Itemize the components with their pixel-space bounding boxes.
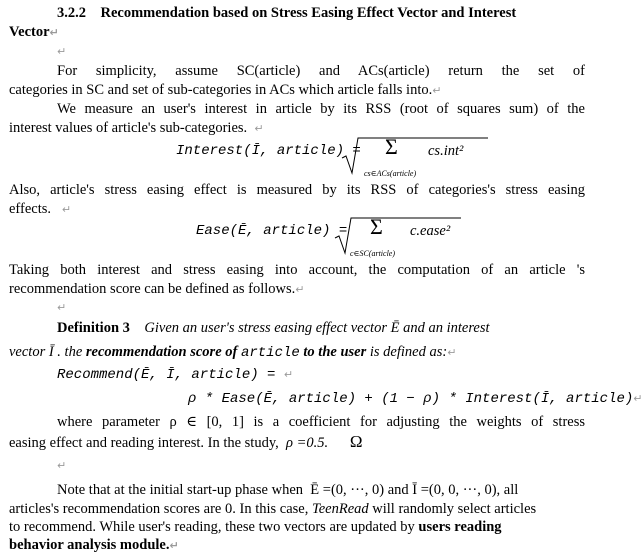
p5-line-2 [9,432,585,453]
p6-line-2c: will randomly select articles [372,501,537,517]
definition-line-2e: is defined as: [369,344,448,360]
p3-line-1: Also, article's stress easing effect is measured by its RSS of categories's stress easing [9,182,585,198]
definition-line-1 [57,319,585,338]
eq3-rhs: ρ * Ease(Ē, article) + (1 − ρ) * Interest(Ī, article) [188,391,634,407]
eq1-lhs: Interest(Ī, article) = [176,143,361,159]
section-heading [57,4,585,23]
definition-text: Given an user's stress easing effect vector Ē and an interest [144,320,490,336]
paragraph-mark: ↵ [57,45,67,58]
p6-line-1 [57,481,585,500]
p2-line-2 [9,119,585,138]
paragraph-mark: ↵ [61,203,72,216]
p6-line-2b: TeenRead [311,501,369,517]
paragraph-mark: ↵ [447,346,457,359]
paragraph-mark: ↵ [295,283,305,296]
blank-line [57,42,585,61]
definition-line-2 [9,343,585,363]
section-heading-cont [9,23,585,42]
p3-line-2 [9,200,585,219]
p2-line-1: We measure an user's interest in article by its RSS (root of squares sum) of the [57,101,585,117]
p6-line-2 [9,500,585,519]
eq1-sigma: Σ [385,134,398,159]
eq3-lhs-line [57,365,585,385]
definition-line-2b: recommendation score of [85,344,238,360]
eq2-lhs: Ease(Ē, article) = [196,223,348,239]
definition-line-2d: to the user [303,344,367,360]
paragraph-mark: ↵ [169,539,179,552]
p4-line-1: Taking both interest and stress easing into account, the computation of an article 's [9,262,585,278]
eq3-rhs-line [188,389,643,409]
eq1-term: cs.int² [428,143,464,159]
p6-line-3b: users reading [418,519,502,535]
paragraph-mark: ↵ [49,26,59,39]
p6-line-3a: to recommend. While user's reading, these two vectors are updated by [9,519,415,535]
paragraph-mark: ↵ [254,122,264,135]
eq2-sigma: Σ [370,214,383,239]
p4-line-2-text: recommendation score can be defined as follows. [9,281,296,297]
p6-line-4-text: behavior analysis module. [9,537,170,553]
p5-line-2a: easing effect and reading interest. In the study, [9,435,279,451]
definition-line-2c: article [240,345,300,361]
eq2-term: c.ease² [410,223,451,239]
eq1-subscript: cs∈ACs(article) [364,169,417,178]
section-number: 3.2.2 [57,5,86,21]
blank-line [57,298,585,317]
p5-line-2b: ρ =0.5. [286,435,329,451]
p5-line-1: where parameter ρ ∈ [0, 1] is a coefficient for adjusting the weights of stress [57,414,585,430]
paragraph-mark: ↵ [57,301,67,314]
definition-label: Definition 3 [57,320,130,336]
section-title: Recommendation based on Stress Easing Effect Vector and Interest [100,5,517,21]
paragraph-mark: ↵ [432,84,442,97]
paragraph-mark: ↵ [633,392,643,405]
p4-line-2 [9,280,585,299]
p6-line-4 [9,536,585,555]
p6-line-2a: articles's recommendation scores are 0. In this case, [9,501,309,517]
p1-line-2-text: categories in SC and set of sub-categories in ACs which article falls into. [9,82,433,98]
definition-line-2a: vector Ī . the [9,344,83,360]
p6-line-1b: Ē =(0, ···, 0) and Ī =(0, 0, ···, 0), all [310,482,519,498]
p2-line-2-text: interest values of article's sub-categories. [9,120,248,136]
p6-line-1a: Note that at the initial start-up phase when [57,482,304,498]
p1-line-2 [9,81,585,100]
p1-line-1: For simplicity, assume SC(article) and ACs(article) return the set of [57,63,585,79]
eq2-subscript: c∈SC(article) [350,249,396,258]
paragraph-mark: ↵ [57,459,67,472]
paragraph-mark: ↵ [283,368,294,381]
eq3-lhs: Recommend(Ē, Ī, article) = [57,367,276,383]
p3-line-2-text: effects. [9,201,51,217]
p6-line-3 [9,518,585,537]
section-heading-cont-text: Vector [9,24,50,40]
end-of-definition-mark: Ω [349,432,363,451]
blank-line [57,456,585,475]
